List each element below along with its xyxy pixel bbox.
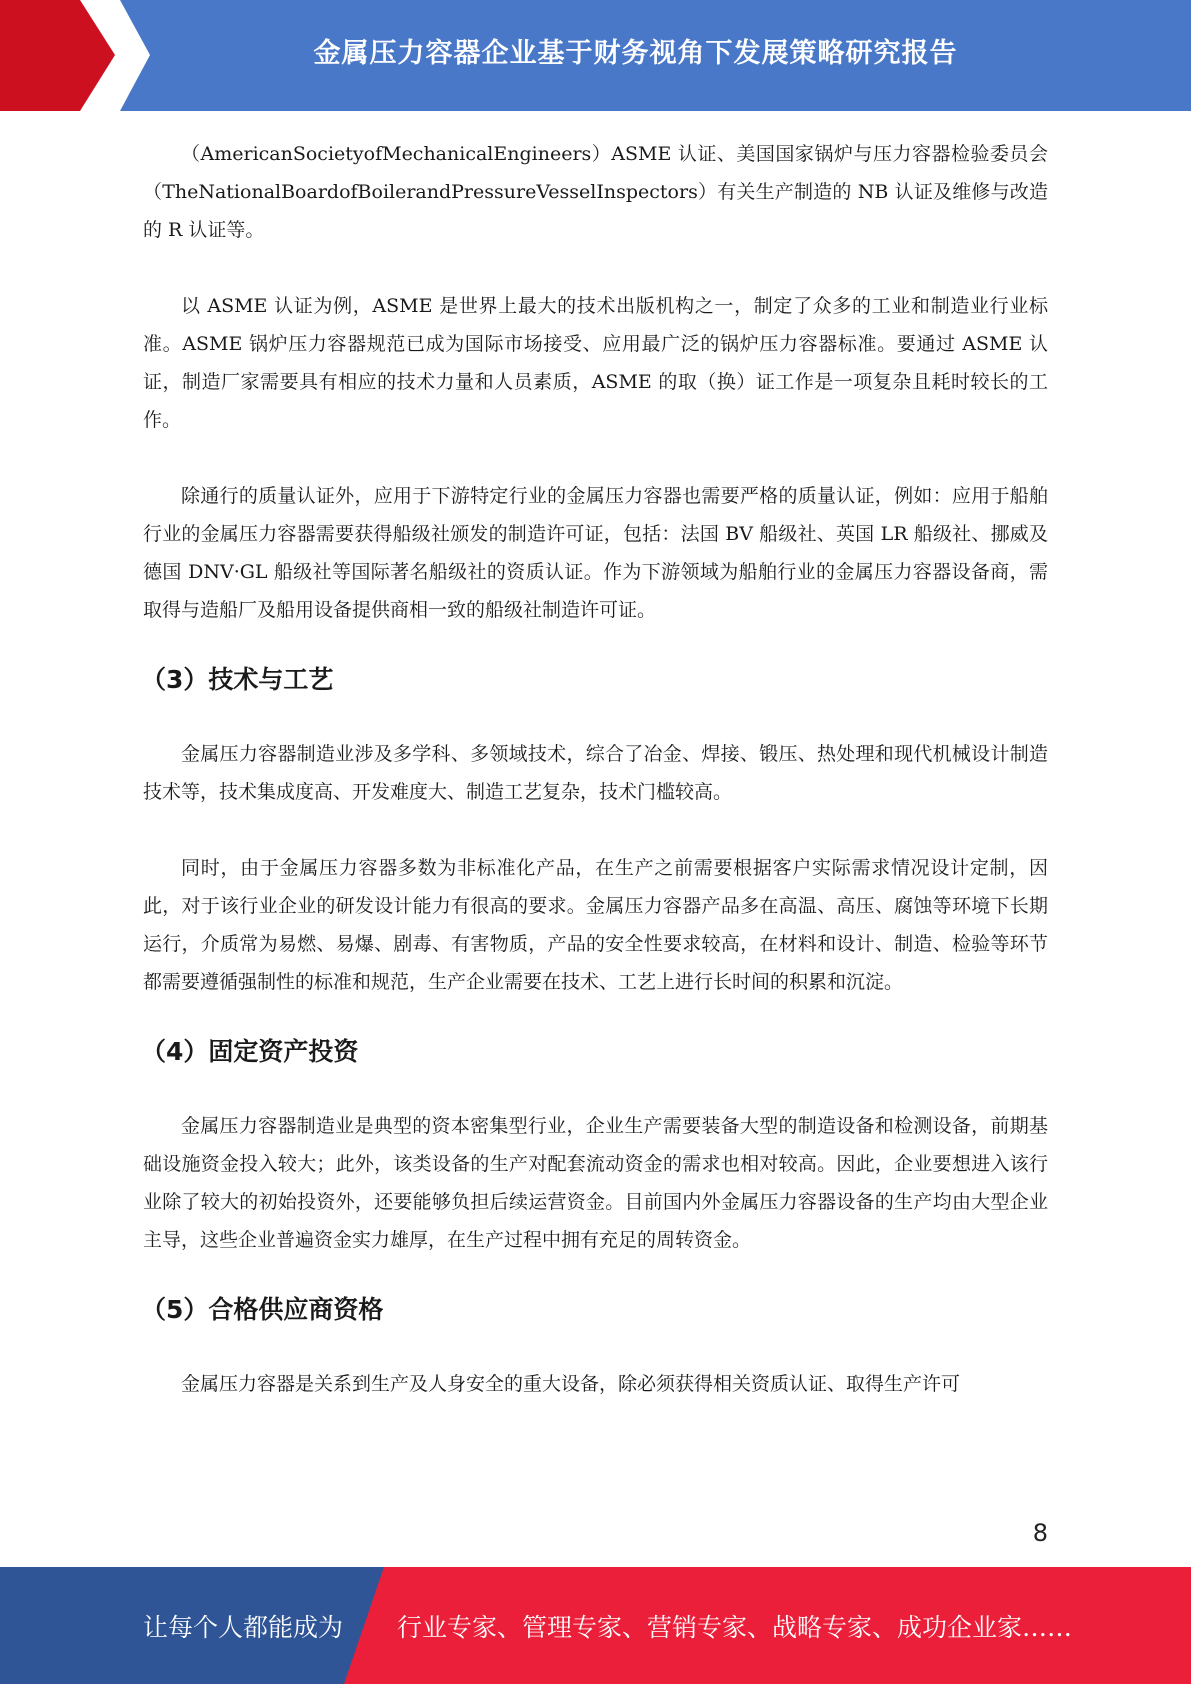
section-heading-fixed-assets: （4）固定资产投资 xyxy=(141,1037,359,1066)
section-heading-tech: （3）技术与工艺 xyxy=(141,665,334,694)
paragraph-asme-certs: （AmericanSocietyofMechanicalEngineers）ASME 认证、美国国家锅炉与压力容器检验委员会（TheNationalBoardofBoilerandPressureVesselInspectors）有关生产制造的 NB 认证及维修与改造的 R 认证等。 xyxy=(143,143,1048,241)
paragraph-tech-intro: 金属压力容器制造业涉及多学科、多领域技术，综合了冶金、焊接、锻压、热处理和现代机械设计制造技术等，技术集成度高、开发难度大、制造工艺复杂，技术门槛较高。 xyxy=(143,743,1048,803)
footer-slogan-right: 行业专家、管理专家、营销专家、战略专家、成功企业家…… xyxy=(397,1612,1073,1642)
header-banner xyxy=(0,0,1191,111)
section-heading-supplier: （5）合格供应商资格 xyxy=(141,1295,384,1324)
document-body xyxy=(143,135,1048,1441)
page-number: 8 xyxy=(1032,1519,1048,1547)
paragraph-supplier: 金属压力容器是关系到生产及人身安全的重大设备，除必须获得相关资质认证、取得生产许可 xyxy=(181,1373,961,1395)
paragraph-fixed-assets: 金属压力容器制造业是典型的资本密集型行业，企业生产需要装备大型的制造设备和检测设备，前期基础设施资金投入较大；此外，该类设备的生产对配套流动资金的需求也相对较高。因此，企业要想进入该行业除了较大的初始投资外，还要能够负担后续运营资金。目前国内外金属压力容器设备的生产均由大型企业主导，这些企业普遍资金实力雄厚，在生产过程中拥有充足的周转资金。 xyxy=(143,1115,1048,1251)
paragraph-tech-detail: 同时，由于金属压力容器多数为非标准化产品，在生产之前需要根据客户实际需求情况设计定制，因此，对于该行业企业的研发设计能力有很高的要求。金属压力容器产品多在高温、高压、腐蚀等环境下长期运行，介质常为易燃、易爆、剧毒、有害物质，产品的安全性要求较高，在材料和设计、制造、检验等环节都需要遵循强制性的标准和规范，生产企业需要在技术、工艺上进行长时间的积累和沉淀。 xyxy=(143,857,1048,993)
paragraph-asme-example: 以 ASME 认证为例，ASME 是世界上最大的技术出版机构之一，制定了众多的工业和制造业行业标准。ASME 锅炉压力容器规范已成为国际市场接受、应用最广泛的锅炉压力容器标准。要通过 ASME 认证，制造厂家需要具有相应的技术力量和人员素质，ASME 的取（换）证工作是一项复杂且耗时较长的工作。 xyxy=(143,295,1048,431)
footer-banner xyxy=(0,1567,1191,1684)
footer-slogan-left: 让每个人都能成为 xyxy=(143,1612,344,1642)
paragraph-ship-certs: 除通行的质量认证外，应用于下游特定行业的金属压力容器也需要严格的质量认证，例如：应用于船舶行业的金属压力容器需要获得船级社颁发的制造许可证，包括：法国 BV 船级社、英国 LR 船级社、挪威及德国 DNV·GL 船级社等国际著名船级社的资质认证。作为下游领域为船舶行业的金属压力容器设备商，需取得与造船厂及船用设备提供商相一致的船级社制造许可证。 xyxy=(143,485,1048,621)
header-arrow-icon xyxy=(0,0,160,111)
report-title: 金属压力容器企业基于财务视角下发展策略研究报告 xyxy=(313,37,958,69)
